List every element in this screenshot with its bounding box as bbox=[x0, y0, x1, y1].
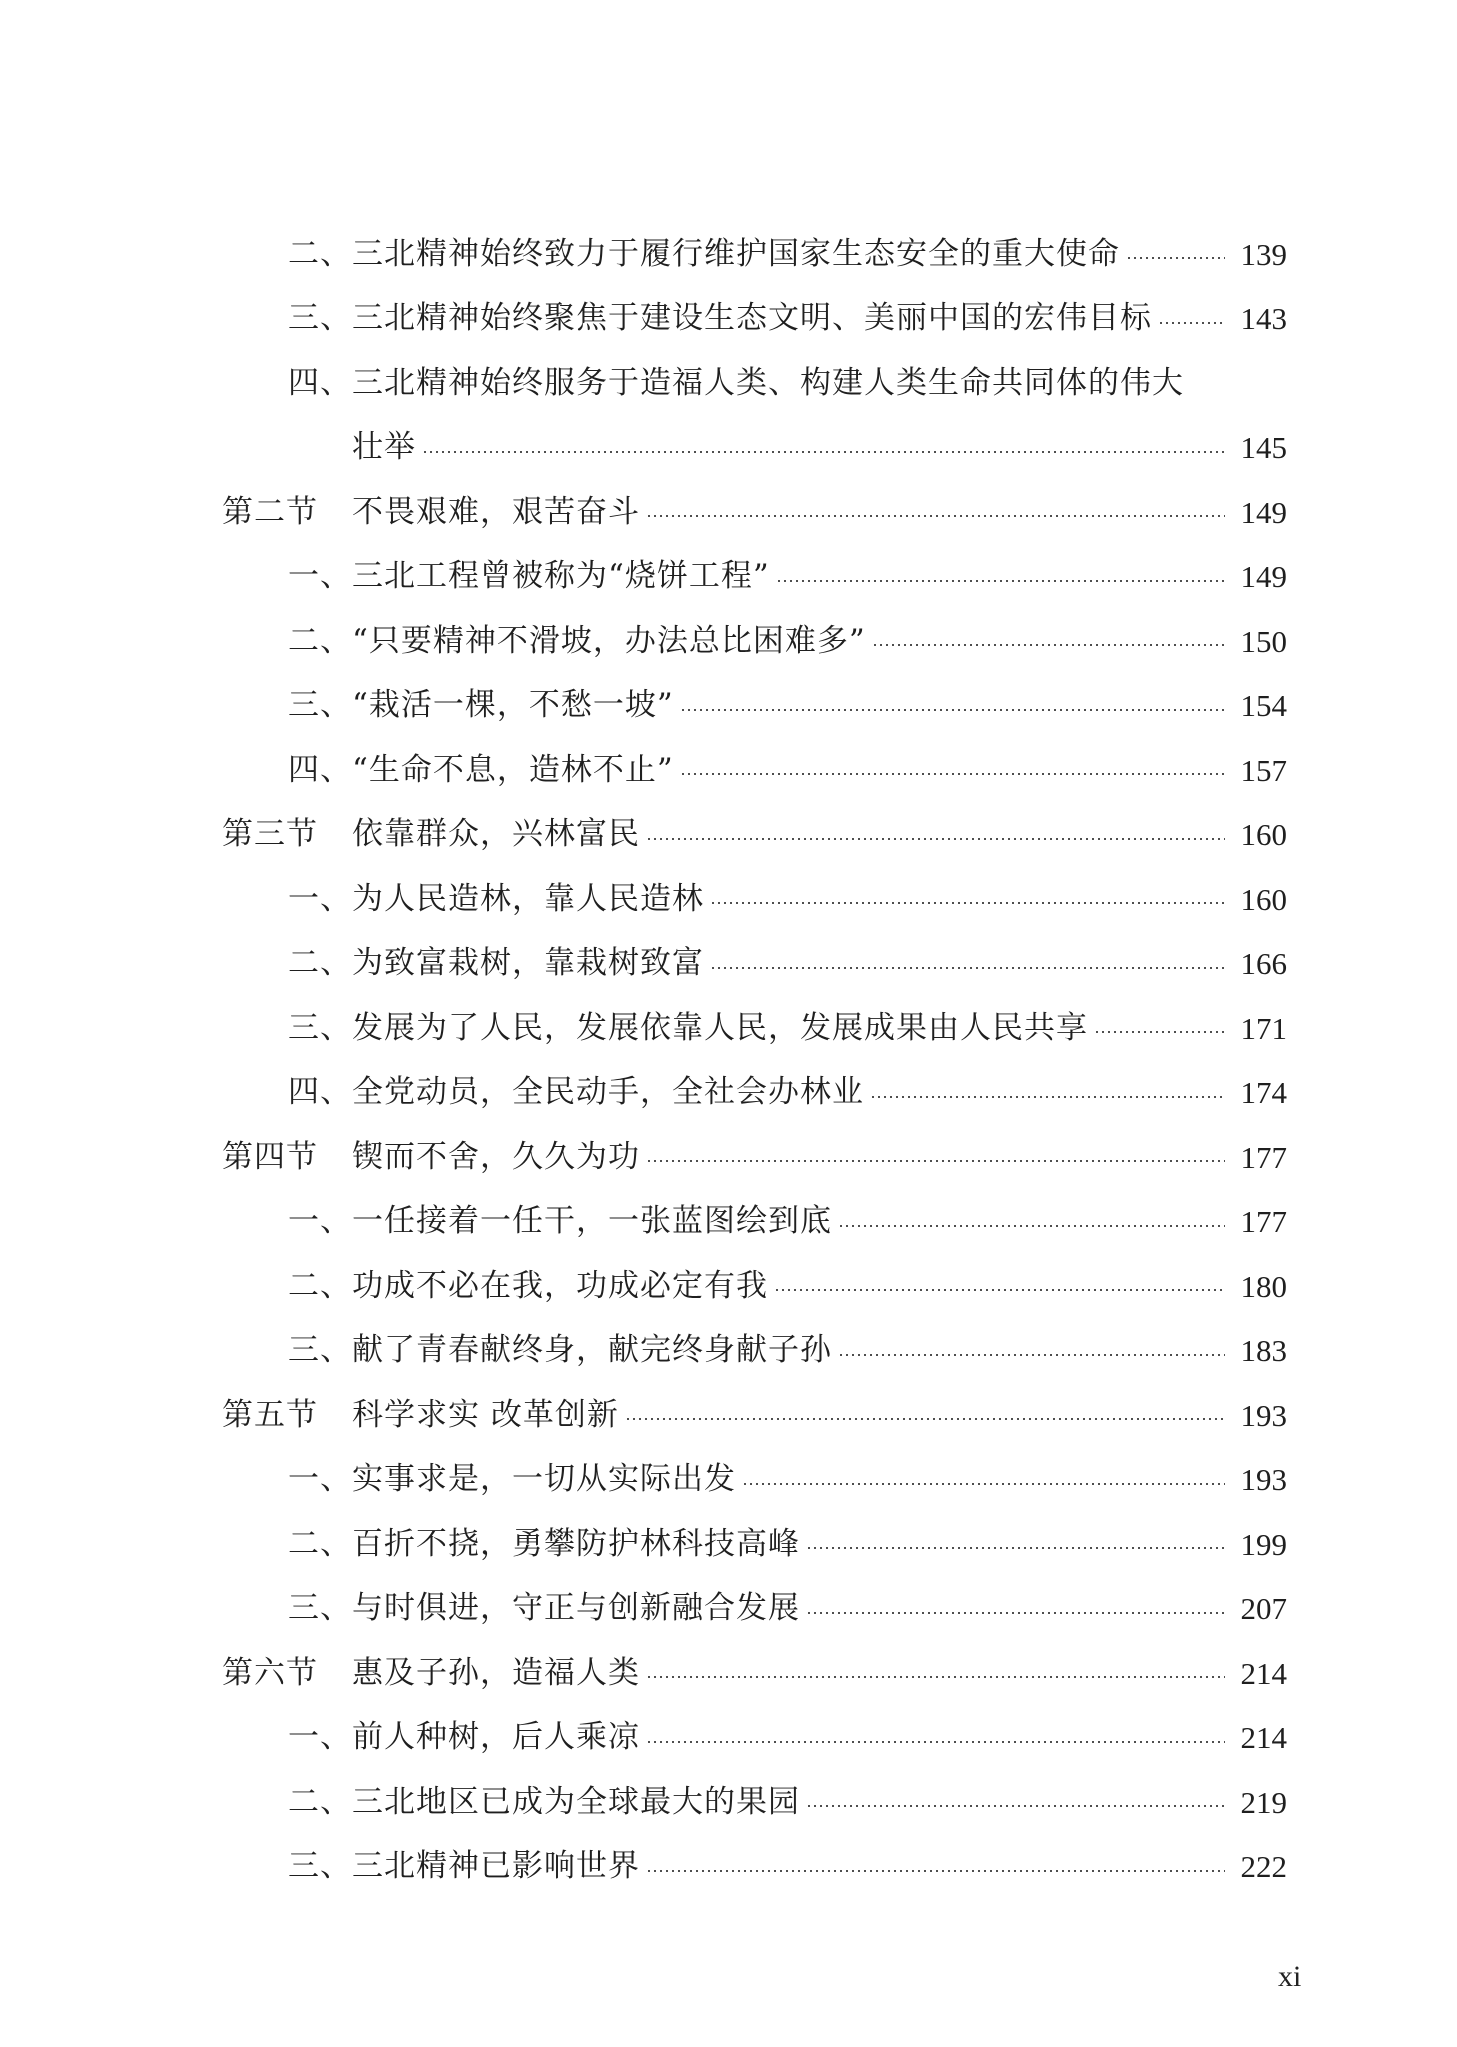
toc-entry-title: 实事求是，一切从实际出发 bbox=[352, 1461, 736, 1498]
toc-entry-title: 壮举 bbox=[352, 429, 416, 466]
toc-entry-prefix: 二、 bbox=[288, 945, 352, 982]
toc-entry-page-number: 207 bbox=[1240, 1591, 1287, 1627]
toc-entry-label bbox=[288, 1783, 800, 1820]
dot-leader bbox=[1158, 322, 1225, 324]
toc-entry-prefix: 第四节 bbox=[222, 1138, 318, 1175]
toc-entry-title: 百折不挠，勇攀防护林科技高峰 bbox=[352, 1525, 800, 1562]
toc-entry-prefix: 三、 bbox=[288, 1848, 352, 1885]
toc-entry-label bbox=[288, 1719, 640, 1756]
toc-entry[interactable] bbox=[0, 1512, 1457, 1577]
toc-entry-prefix: 三、 bbox=[288, 1590, 352, 1627]
toc-entry-prefix: 二、 bbox=[288, 1525, 352, 1562]
toc-entry-prefix: 三、 bbox=[288, 1332, 352, 1369]
toc-entry[interactable] bbox=[0, 1448, 1457, 1513]
dot-leader bbox=[776, 580, 1225, 582]
toc-entry-page-number: 177 bbox=[1240, 1139, 1287, 1175]
toc-entry-label bbox=[288, 1267, 768, 1304]
toc-entry-prefix: 二、 bbox=[288, 1783, 352, 1820]
toc-section-entry[interactable] bbox=[0, 803, 1457, 868]
toc-entry-label bbox=[288, 1461, 736, 1498]
toc-entry-prefix: 一、 bbox=[288, 1719, 352, 1756]
toc-entry-label bbox=[288, 1525, 800, 1562]
toc-entry-label bbox=[222, 493, 640, 530]
toc-entry-title: 为人民造林，靠人民造林 bbox=[352, 880, 704, 917]
toc-entry-prefix: 四、 bbox=[288, 1074, 352, 1111]
toc-entry-prefix: 第六节 bbox=[222, 1654, 318, 1691]
toc-entry-page-number: 160 bbox=[1240, 881, 1287, 917]
toc-entry-title: 前人种树，后人乘凉 bbox=[352, 1719, 640, 1756]
toc-entry-page-number: 193 bbox=[1240, 1462, 1287, 1498]
toc-entry-page-number: 145 bbox=[1240, 430, 1287, 466]
toc-entry[interactable] bbox=[0, 287, 1457, 352]
dot-leader bbox=[625, 1418, 1225, 1420]
toc-entry-title: 发展为了人民，发展依靠人民，发展成果由人民共享 bbox=[352, 1009, 1088, 1046]
toc-entry-title: “生命不息，造林不止” bbox=[352, 751, 674, 788]
toc-entry-title: “栽活一棵，不愁一坡” bbox=[352, 687, 674, 724]
toc-entry-page-number: 160 bbox=[1240, 817, 1287, 853]
dot-leader bbox=[838, 1354, 1225, 1356]
toc-entry-label bbox=[288, 235, 1120, 272]
toc-entry-label bbox=[288, 880, 704, 917]
toc-entry[interactable] bbox=[0, 738, 1457, 803]
toc-entry[interactable] bbox=[0, 222, 1457, 287]
dot-leader bbox=[646, 1741, 1225, 1743]
toc-entry-title: 三北工程曾被称为“烧饼工程” bbox=[352, 558, 770, 595]
toc-entry-page-number: 174 bbox=[1240, 1075, 1287, 1111]
dot-leader bbox=[646, 1160, 1225, 1162]
toc-entry-prefix: 三、 bbox=[288, 300, 352, 337]
toc-entry-title: 锲而不舍，久久为功 bbox=[352, 1138, 640, 1175]
toc-entry-label bbox=[352, 429, 416, 466]
dot-leader bbox=[806, 1612, 1225, 1614]
toc-entry-label bbox=[288, 558, 770, 595]
dot-leader bbox=[646, 838, 1225, 840]
toc-entry[interactable] bbox=[0, 1577, 1457, 1642]
toc-entry-page-number: 222 bbox=[1240, 1849, 1287, 1885]
toc-entry-label bbox=[288, 1848, 640, 1885]
toc-entry[interactable] bbox=[0, 1061, 1457, 1126]
dot-leader bbox=[806, 1805, 1225, 1807]
toc-entry[interactable] bbox=[0, 351, 1457, 416]
toc-section-entry[interactable] bbox=[0, 480, 1457, 545]
dot-leader bbox=[838, 1225, 1225, 1227]
dot-leader bbox=[646, 1870, 1225, 1872]
toc-entry-page-number: 214 bbox=[1240, 1655, 1287, 1691]
toc-entry-label bbox=[222, 1396, 619, 1433]
toc-entry-title: 功成不必在我，功成必定有我 bbox=[352, 1267, 768, 1304]
toc-entry-label bbox=[288, 300, 1152, 337]
toc-entry-prefix: 一、 bbox=[288, 1461, 352, 1498]
toc-entry[interactable] bbox=[0, 1706, 1457, 1771]
toc-entry-page-number: 139 bbox=[1240, 236, 1287, 272]
toc-entry-title: 不畏艰难，艰苦奋斗 bbox=[352, 493, 640, 530]
toc-section-entry[interactable] bbox=[0, 1641, 1457, 1706]
toc-entry-page-number: 149 bbox=[1240, 559, 1287, 595]
toc-entry[interactable] bbox=[0, 545, 1457, 610]
toc-entry-page-number: 177 bbox=[1240, 1204, 1287, 1240]
toc-section-entry[interactable] bbox=[0, 1125, 1457, 1190]
dot-leader bbox=[680, 773, 1225, 775]
page-number: xi bbox=[1278, 1960, 1302, 1993]
toc-entry[interactable] bbox=[0, 1190, 1457, 1255]
toc-entry-page-number: 214 bbox=[1240, 1720, 1287, 1756]
toc-entry-title: 一任接着一任干，一张蓝图绘到底 bbox=[352, 1203, 832, 1240]
toc-entry-prefix: 三、 bbox=[288, 1009, 352, 1046]
toc-entry-label bbox=[222, 1654, 640, 1691]
toc-entry-title: 三北精神始终服务于造福人类、构建人类生命共同体的伟大 bbox=[352, 364, 1184, 401]
toc-entry[interactable] bbox=[0, 1835, 1457, 1900]
toc-entry-prefix: 三、 bbox=[288, 687, 352, 724]
toc-entry-title: 全党动员，全民动手，全社会办林业 bbox=[352, 1074, 864, 1111]
toc-entry-page-number: 149 bbox=[1240, 494, 1287, 530]
toc-entry-title: 献了青春献终身，献完终身献子孙 bbox=[352, 1332, 832, 1369]
dot-leader bbox=[1094, 1031, 1225, 1033]
toc-entry-title: 为致富栽树，靠栽树致富 bbox=[352, 945, 704, 982]
toc-entry-title: “只要精神不滑坡，办法总比困难多” bbox=[352, 622, 866, 659]
toc-entry-label bbox=[288, 1590, 800, 1627]
dot-leader bbox=[710, 967, 1225, 969]
toc-entry-page-number: 150 bbox=[1240, 623, 1287, 659]
toc-entry-title: 三北地区已成为全球最大的果园 bbox=[352, 1783, 800, 1820]
toc-entry[interactable] bbox=[0, 609, 1457, 674]
toc-entry-label bbox=[288, 364, 1184, 401]
toc-entry-page-number: 143 bbox=[1240, 301, 1287, 337]
dot-leader bbox=[806, 1547, 1225, 1549]
toc-entry-prefix: 二、 bbox=[288, 1267, 352, 1304]
toc-entry-label bbox=[288, 1332, 832, 1369]
toc-entry-prefix: 第五节 bbox=[222, 1396, 318, 1433]
dot-leader bbox=[680, 709, 1225, 711]
toc-entry-prefix: 二、 bbox=[288, 235, 352, 272]
dot-leader bbox=[872, 644, 1225, 646]
dot-leader bbox=[774, 1289, 1225, 1291]
toc-entry-title: 三北精神已影响世界 bbox=[352, 1848, 640, 1885]
toc-entry[interactable] bbox=[0, 996, 1457, 1061]
toc-entry-label bbox=[288, 1203, 832, 1240]
toc-entry-page-number: 166 bbox=[1240, 946, 1287, 982]
toc-entry-prefix: 四、 bbox=[288, 364, 352, 401]
toc-entry-label bbox=[288, 1009, 1088, 1046]
toc-entry-label bbox=[288, 1074, 864, 1111]
toc-entry[interactable] bbox=[0, 1770, 1457, 1835]
toc-entry-prefix: 一、 bbox=[288, 1203, 352, 1240]
toc-entry-title: 科学求实 改革创新 bbox=[352, 1396, 619, 1433]
toc-entry-page-number: 157 bbox=[1240, 752, 1287, 788]
toc-entry[interactable] bbox=[0, 674, 1457, 739]
dot-leader bbox=[1126, 257, 1225, 259]
toc-entry[interactable] bbox=[0, 932, 1457, 997]
toc-entry[interactable] bbox=[0, 867, 1457, 932]
toc-entry-prefix: 四、 bbox=[288, 751, 352, 788]
toc-section-entry[interactable] bbox=[0, 1383, 1457, 1448]
toc-entry-prefix: 二、 bbox=[288, 622, 352, 659]
dot-leader bbox=[870, 1096, 1225, 1098]
dot-leader bbox=[742, 1483, 1225, 1485]
toc-entry-title: 与时俱进，守正与创新融合发展 bbox=[352, 1590, 800, 1627]
toc-entry-page-number: 171 bbox=[1240, 1010, 1287, 1046]
toc-entry-prefix: 一、 bbox=[288, 558, 352, 595]
toc-entry-label bbox=[288, 687, 674, 724]
toc-entry-page-number: 180 bbox=[1240, 1268, 1287, 1304]
dot-leader bbox=[646, 515, 1225, 517]
toc-entry-page-number: 183 bbox=[1240, 1333, 1287, 1369]
toc-entry[interactable] bbox=[0, 416, 1457, 481]
toc-entry-title: 三北精神始终聚焦于建设生态文明、美丽中国的宏伟目标 bbox=[352, 300, 1152, 337]
toc-entry-prefix: 第三节 bbox=[222, 816, 318, 853]
toc-entry-title: 惠及子孙，造福人类 bbox=[352, 1654, 640, 1691]
toc-entry[interactable] bbox=[0, 1254, 1457, 1319]
toc-entry-prefix: 一、 bbox=[288, 880, 352, 917]
toc-entry-page-number: 199 bbox=[1240, 1526, 1287, 1562]
toc-entry-title: 三北精神始终致力于履行维护国家生态安全的重大使命 bbox=[352, 235, 1120, 272]
dot-leader bbox=[422, 451, 1225, 453]
toc-entry-page-number: 154 bbox=[1240, 688, 1287, 724]
toc-entry-label bbox=[288, 751, 674, 788]
toc-entry-page-number: 219 bbox=[1240, 1784, 1287, 1820]
dot-leader bbox=[710, 902, 1225, 904]
dot-leader bbox=[646, 1676, 1225, 1678]
table-of-contents bbox=[0, 222, 1457, 1899]
toc-entry-label bbox=[222, 816, 640, 853]
toc-entry-label bbox=[222, 1138, 640, 1175]
toc-entry-prefix: 第二节 bbox=[222, 493, 318, 530]
toc-entry-label bbox=[288, 945, 704, 982]
toc-entry-page-number: 193 bbox=[1240, 1397, 1287, 1433]
toc-entry-label bbox=[288, 622, 866, 659]
toc-entry-title: 依靠群众，兴林富民 bbox=[352, 816, 640, 853]
toc-entry[interactable] bbox=[0, 1319, 1457, 1384]
